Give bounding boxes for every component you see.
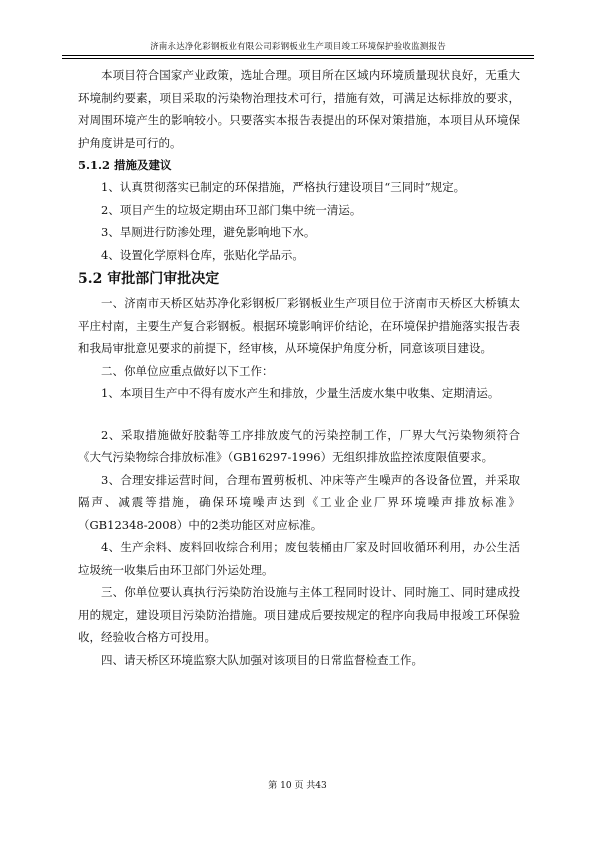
requirement-item-4: 4、生产余料、废料回收综合利用；废包装桶由厂家及时回收循环利用，办公生活垃圾统一收集后由环卫部门外运处理。 <box>78 540 520 577</box>
requirement-item-2: 2、采取措施做好胶黏等工序排放废气的污染控制工作，厂界大气污染物须符合《大气污染物综合排放标准》（GB16297-1996）无组织排放监控浓度限值要求。 <box>78 427 520 464</box>
document-body <box>78 64 520 671</box>
page-header: 济南永达净化彩钢板业有限公司彩钢板业生产项目竣工环境保护验收监测报告 <box>150 42 446 52</box>
conclusion-paragraph: 本项目符合国家产业政策，选址合理。项目所在区域内环境质量现状良好，无重大环境制约要素，项目采取的污染物治理技术可行，措施有效，可满足达标排放的要求，对周围环境产生的影响较小。只要落实本报告表提出的环保对策措施，本项目从环境保护角度讲是可行的。 <box>78 68 520 150</box>
requirement-item-3: 3、合理安排运营时间，合理布置剪板机、冲床等产生噪声的各设备位置，并采取隔声、减震等措施，确保环境噪声达到《工业企业厂界环境噪声排放标准》（GB12348-2008）中的2类功能区对应标准。 <box>78 472 520 532</box>
approval-paragraph-1: 一、济南市天桥区姑苏净化彩钢板厂彩钢板业生产项目位于济南市天桥区大桥镇太平庄村南，主要生产复合彩钢板。根据环境影响评价结论，在环境保护措施落实报告表和我局审批意见要求的前提下，经审核，从环境保护角度分析，同意该项目建设。 <box>78 296 520 355</box>
suggestion-item-4: 4、设置化学原料仓库，张贴化学品示。 <box>101 247 304 262</box>
blank-line <box>78 405 520 424</box>
suggestion-item-2: 2、项目产生的垃圾定期由环卫部门集中统一清运。 <box>101 202 362 217</box>
section-heading-5-2: 5.2 审批部门审批决定 <box>78 271 220 287</box>
page-number: 第 10 页 共43 <box>268 781 327 791</box>
section-heading-5-1-2: 5.1.2 措施及建议 <box>78 158 172 172</box>
approval-paragraph-3: 三、你单位要认真执行污染防治设施与主体工程同时设计、同时施工、同时建成投用的规定，建设项目污染防治措施。项目建成后要按规定的程序向我局申报竣工环保验收，经验收合格方可投用。 <box>78 585 520 644</box>
approval-paragraph-2: 二、你单位应重点做好以下工作： <box>101 363 274 378</box>
approval-paragraph-4: 四、请天桥区环境监察大队加强对该项目的日常监督检查工作。 <box>101 652 423 667</box>
suggestion-item-1: 1、认真贯彻落实已制定的环保措施，严格执行建设项目“三同时”规定。 <box>101 180 466 194</box>
suggestion-item-3: 3、旱厕进行防渗处理，避免影响地下水。 <box>101 225 316 239</box>
header-rule-thin <box>62 58 534 59</box>
header-rule <box>62 55 534 56</box>
requirement-item-1: 1、本项目生产中不得有废水产生和排放，少量生活废水集中收集、定期清运。 <box>101 386 500 400</box>
